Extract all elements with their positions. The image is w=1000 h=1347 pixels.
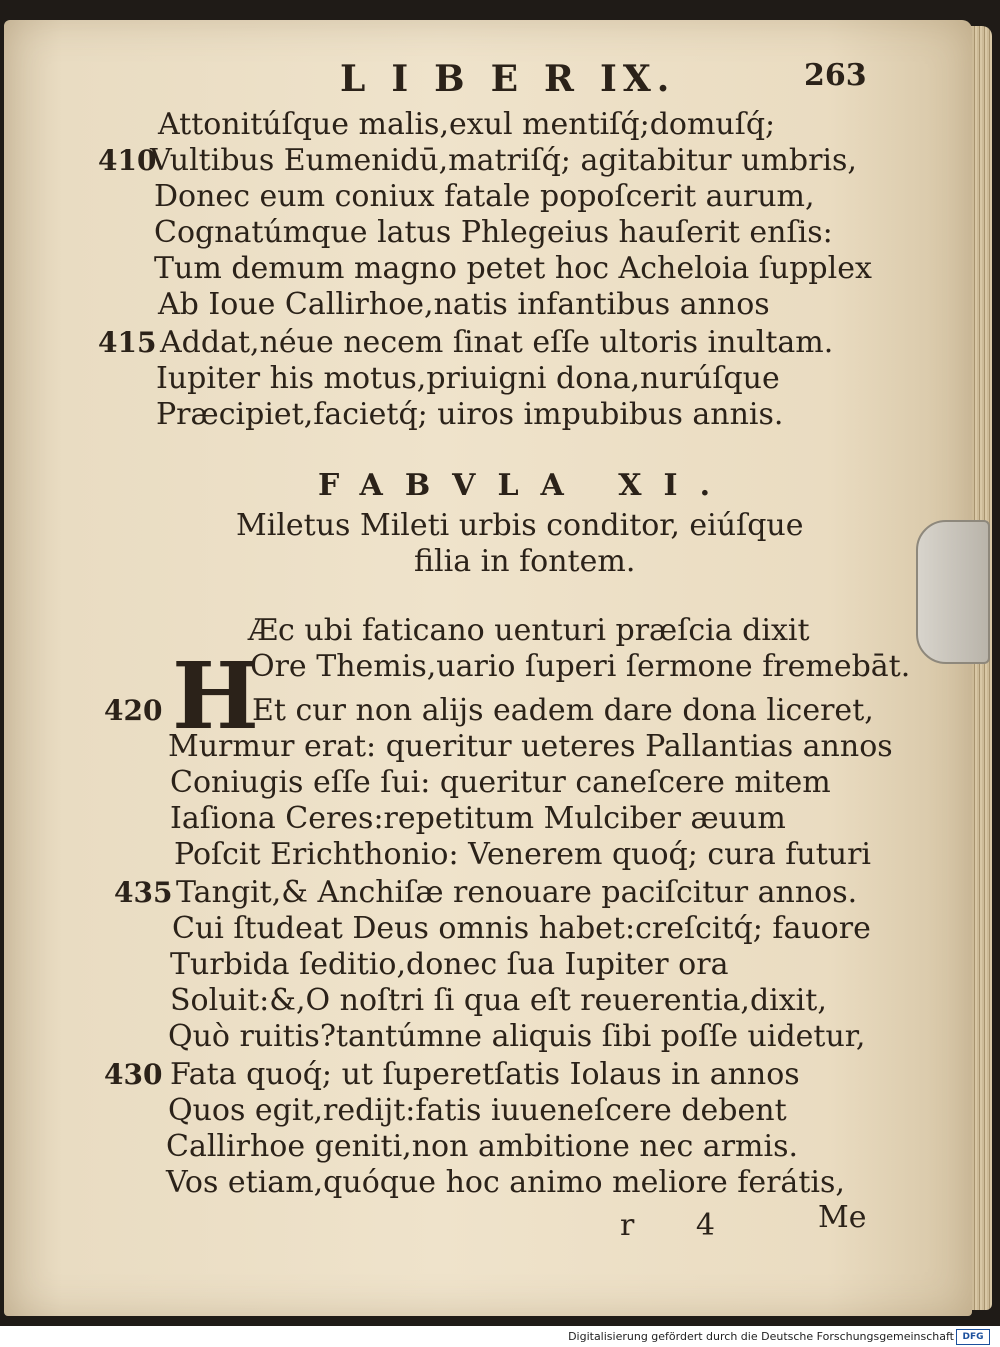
verse-line: Tangit,& Anchiſæ renouare paciſcitur annos.: [176, 875, 858, 910]
running-title: LIBER: [340, 58, 600, 100]
verse-line: Cognatúmque latus Phlegeius hauſerit enſis:: [154, 215, 833, 250]
verse-line: Vultibus Eumenidū,matriſq́; agitabitur umbris,: [150, 143, 857, 178]
verse-line: Attonitúſque malis,exul mentiſq́;domuſq́;: [158, 107, 776, 142]
verse-line: Iaſiona Ceres:repetitum Mulciber æuum: [170, 801, 786, 836]
verse-line: Addat,néue necem ſinat eſſe ultoris inultam.: [160, 325, 834, 360]
verse-line: Fata quoq́; ut ſuperetſatis Iolaus in annos: [170, 1057, 800, 1092]
line-number: 415: [98, 326, 157, 359]
running-header: [340, 58, 676, 100]
verse-line: Cui ſtudeat Deus omnis habet:creſcitq́; fauore: [172, 911, 871, 946]
verse-line: Turbida ſeditio,donec ſua Iupiter ora: [170, 947, 729, 982]
verse-line: Soluit:&,O noſtri ſi qua eſt reuerentia,dixit,: [170, 983, 827, 1018]
line-number: 420: [104, 694, 163, 727]
verse-line: Æc ubi faticano uenturi præſcia dixit: [248, 613, 810, 648]
verse-line: Et cur non alijs eadem dare dona liceret,: [252, 693, 874, 728]
fabula-subtitle-line1: Miletus Mileti urbis conditor, eiúſque: [236, 508, 804, 543]
verse-line: Donec eum coniux fatale popoſcerit aurum,: [154, 179, 815, 214]
fabula-number: XI.: [618, 468, 733, 503]
fabula-subtitle-line2: filia in fontem.: [414, 544, 636, 579]
book-number: IX.: [600, 58, 676, 100]
verse-line: Iupiter his motus,priuigni dona,nurúſque: [156, 361, 780, 396]
fabula-label: FABVLA: [318, 468, 586, 503]
verse-line: Tum demum magno petet hoc Acheloia ſupplex: [154, 251, 872, 286]
footer-bar: [0, 1326, 1000, 1347]
verse-line: Ab Ioue Callirhoe,natis infantibus annos: [158, 287, 770, 322]
verse-line: Coniugis eſſe ſui: queritur caneſcere mitem: [170, 765, 831, 800]
line-number: 430: [104, 1058, 163, 1091]
drop-cap: H: [172, 642, 259, 750]
dfg-logo-icon: DFG: [956, 1329, 990, 1345]
catchword: Me: [818, 1200, 867, 1235]
page-number: 263: [804, 58, 867, 93]
verse-line: Præcipiet,facietq́; uiros impubibus annis.: [156, 397, 784, 432]
line-number: 410: [98, 144, 157, 177]
verse-line: Quò ruitis?tantúmne aliquis ſibi poſſe uidetur,: [168, 1019, 866, 1054]
verse-line: Callirhoe geniti,non ambitione nec armis.: [166, 1129, 799, 1164]
page-tab-marker: [916, 520, 990, 664]
fabula-heading: [318, 468, 732, 503]
verse-line: Quos egit,redijt:fatis iuueneſcere debent: [168, 1093, 787, 1128]
verse-line: Murmur erat: queritur ueteres Pallantias annos: [168, 729, 893, 764]
verse-line: Vos etiam,quóque hoc animo meliore ferátis,: [166, 1165, 845, 1200]
verse-line: Ore Themis,uario ſuperi ſermone fremebāt.: [250, 649, 911, 684]
line-number: 435: [114, 876, 173, 909]
verse-line: Poſcit Erichthonio: Venerem quoq́; cura futuri: [174, 837, 872, 872]
funding-credit: Digitalisierung gefördert durch die Deutsche Forschungsgemeinschaft: [568, 1330, 954, 1343]
signature-mark: r 4: [620, 1208, 741, 1243]
